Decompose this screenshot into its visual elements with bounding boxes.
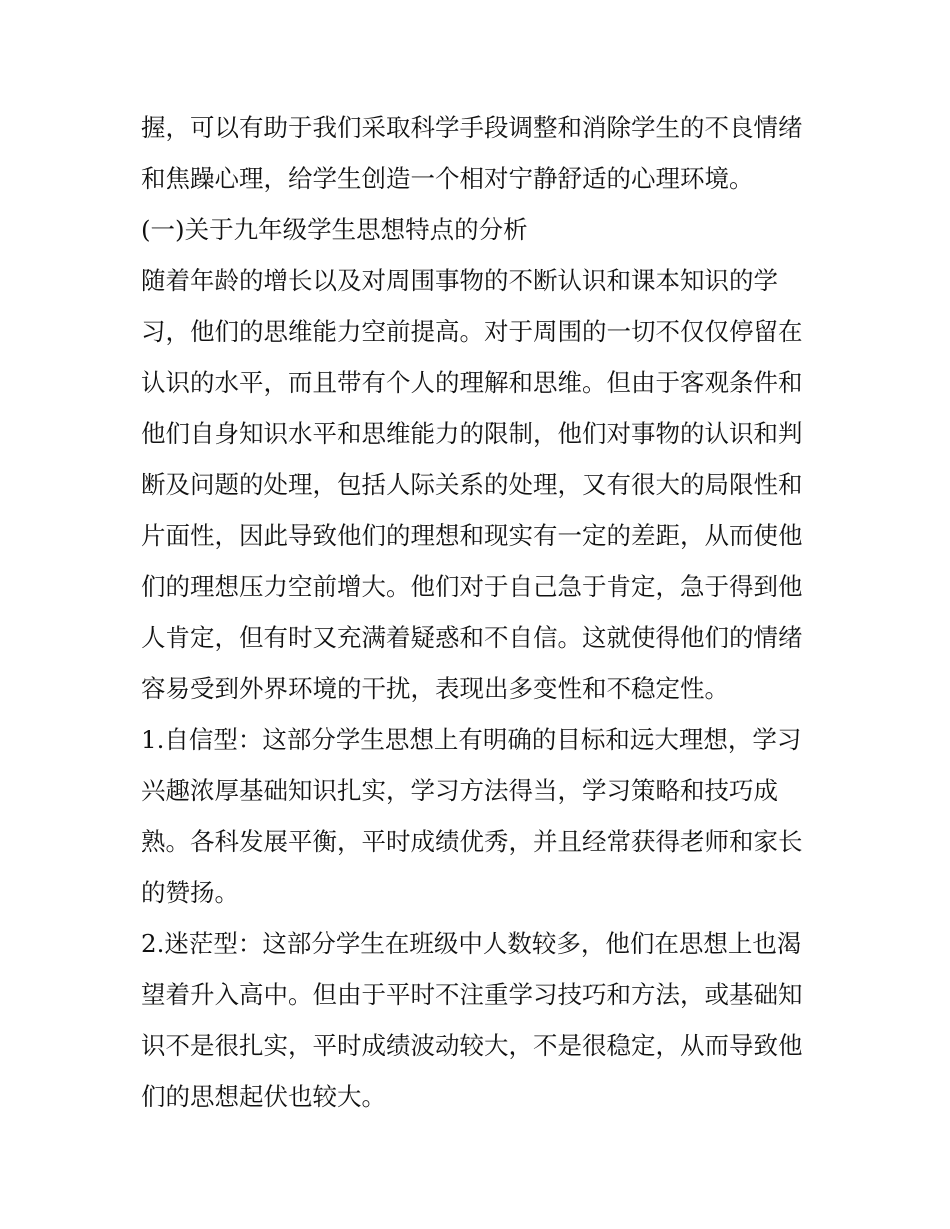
text-line: 片面性，因此导致他们的理想和现实有一定的差距，从而使他 — [141, 521, 803, 550]
text-line: 的赞扬。 — [141, 878, 239, 907]
text-line: 习，他们的思维能力空前提高。对于周围的一切不仅仅停留在 — [141, 317, 803, 346]
section-heading: (一)关于九年级学生思想特点的分析 — [141, 215, 528, 244]
text-line: 们的理想压力空前增大。他们对于自己急于肯定，急于得到他 — [141, 572, 803, 601]
text-line: 认识的水平，而且带有个人的理解和思维。但由于客观条件和 — [141, 368, 803, 397]
text-line: 人肯定，但有时又充满着疑惑和不自信。这就使得他们的情绪 — [141, 623, 803, 652]
list-item-confused: 2.迷茫型：这部分学生在班级中人数较多，他们在思想上也渴 — [141, 929, 802, 958]
text-line: 和焦躁心理，给学生创造一个相对宁静舒适的心理环境。 — [141, 164, 754, 193]
text-line: 随着年龄的增长以及对周围事物的不断认识和课本知识的学 — [141, 266, 778, 295]
text-line: 他们自身知识水平和思维能力的限制，他们对事物的认识和判 — [141, 419, 803, 448]
text-line: 识不是很扎实，平时成绩波动较大，不是很稳定，从而导致他 — [141, 1031, 803, 1060]
text-line: 兴趣浓厚基础知识扎实，学习方法得当，学习策略和技巧成 — [141, 776, 778, 805]
text-line: 握，可以有助于我们采取科学手段调整和消除学生的不良情绪 — [141, 113, 803, 142]
text-line: 们的思想起伏也较大。 — [141, 1082, 386, 1111]
text-line: 望着升入高中。但由于平时不注重学习技巧和方法，或基础知 — [141, 980, 803, 1009]
list-item-confident: 1.自信型：这部分学生思想上有明确的目标和远大理想，学习 — [141, 725, 802, 754]
text-line: 断及问题的处理，包括人际关系的处理，又有很大的局限性和 — [141, 470, 803, 499]
text-line: 熟。各科发展平衡，平时成绩优秀，并且经常获得老师和家长 — [141, 827, 803, 856]
text-line: 容易受到外界环境的干扰，表现出多变性和不稳定性。 — [141, 674, 729, 703]
